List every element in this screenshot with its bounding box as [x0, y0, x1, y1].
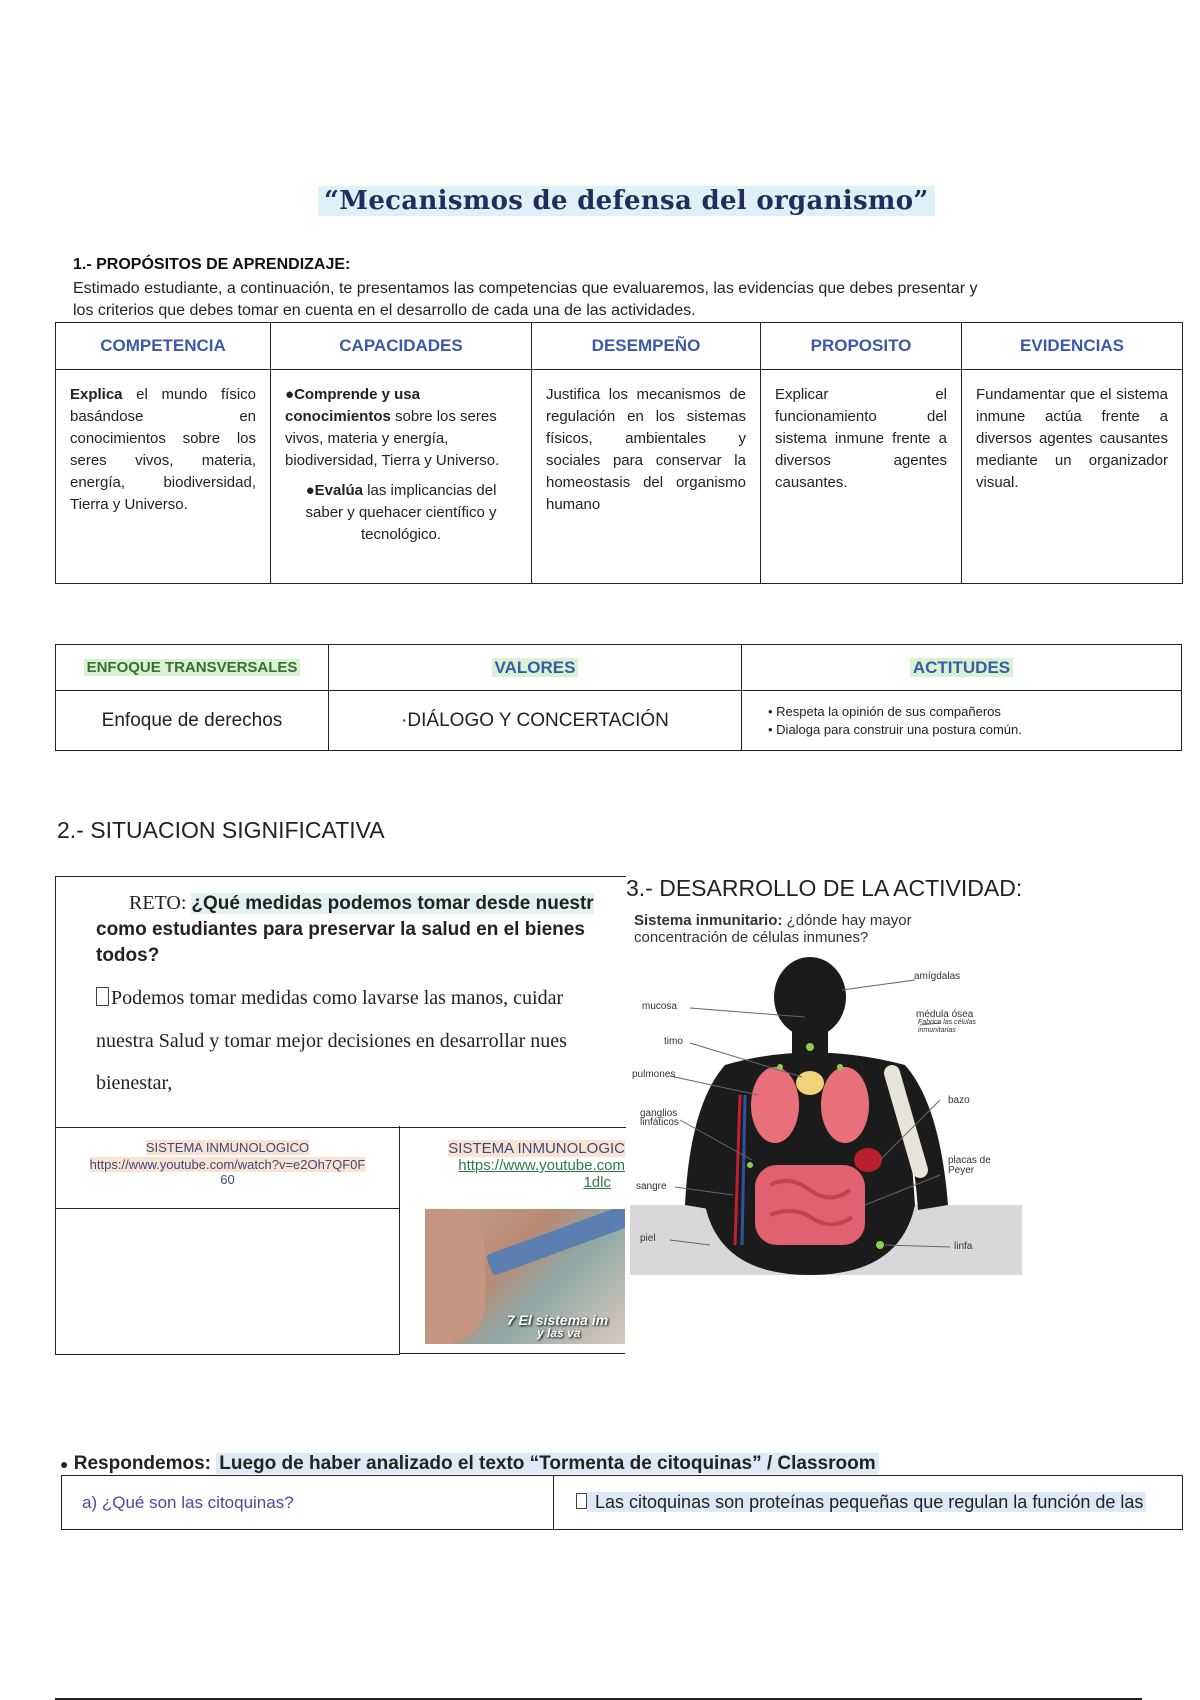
header-enfoque	[56, 645, 329, 691]
reto-answer-2: nuestra Salud y tomar mejor decisiones en desarrollar nues	[96, 1030, 567, 1052]
cell-capacidades	[271, 370, 532, 584]
label-medula: médula ósea	[916, 1009, 974, 1020]
header-capacidades	[271, 323, 532, 370]
header-evidencias-label: EVIDENCIAS	[1020, 336, 1124, 355]
enfoque-table	[55, 644, 1182, 751]
capacidad-1: ●Comprende y usa conocimientos sobre los seres vivos, materia y energía, biodiversidad, Tierra y Universo.	[285, 386, 500, 469]
label-mucosa: mucosa	[642, 1001, 678, 1012]
diagram-title-bold: Sistema inmunitario:	[634, 912, 783, 929]
video-left-empty-cell	[55, 1208, 400, 1355]
reto-answer-1: Podemos tomar medidas como lavarse las manos, cuidar	[111, 987, 564, 1009]
desempeno-text: Justifica los mecanismos de regulación en los sistemas físicos, ambientales y sociales para conservar la homeostasis del organismo humano	[546, 386, 746, 513]
label-ganglios-2: linfáticos	[640, 1117, 679, 1128]
spleen-shape	[854, 1148, 882, 1172]
video-thumbnail[interactable]	[425, 1209, 625, 1344]
capacidad-2-text: las implicancias del saber y quehacer científico y tecnológico.	[305, 482, 497, 543]
section2-heading: 2.- SITUACION SIGNIFICATIVA	[57, 817, 385, 843]
label-timo: timo	[664, 1036, 683, 1047]
section1-heading: 1.- PROPÓSITOS DE APRENDIZAJE:	[73, 256, 351, 273]
immune-system-diagram	[630, 955, 1022, 1275]
label-amigdalas: amígdalas	[914, 971, 961, 982]
lymph-node-3	[837, 1064, 843, 1070]
reto-answer-line1	[96, 987, 563, 1010]
label-sangre: sangre	[636, 1181, 667, 1192]
cell-competencia	[56, 370, 271, 584]
header-proposito	[761, 323, 962, 370]
label-placas-2: Peyer	[948, 1165, 975, 1176]
reto-question-3: todos?	[96, 945, 160, 966]
thumbnail-caption-2: y las va	[537, 1326, 581, 1340]
proposito-text: Explicar el funcionamiento del sistema inmune frente a diversos agentes causantes.	[775, 386, 947, 491]
header-proposito-label: PROPOSITO	[810, 336, 912, 355]
reto-box	[55, 876, 626, 1128]
left-lung-shape	[751, 1067, 799, 1143]
cell-valores	[329, 691, 742, 751]
lymph-node-2	[777, 1064, 783, 1070]
actitud-1: • Respeta la opinión de sus compañeros	[768, 703, 1001, 719]
label-pulmones: pulmones	[632, 1069, 676, 1080]
respondemos-text: Luego de haber analizado el texto “Tormenta de citoquinas” / Classroom	[216, 1453, 878, 1474]
diagram-title	[634, 912, 1044, 946]
respondemos-label: Respondemos:	[73, 1453, 217, 1474]
thumbnail-finger	[425, 1209, 485, 1344]
cell-actitudes	[742, 691, 1182, 751]
valores-text: ·DIÁLOGO Y CONCERTACIÓN	[401, 709, 669, 731]
reto-label: RETO:	[129, 892, 192, 914]
capacidad-1-text: sobre los seres vivos, materia y energía, biodiversidad, Tierra y Universo.	[285, 408, 500, 469]
actitud-2: • Dialoga para construir una postura común.	[768, 721, 1022, 737]
header-capacidades-label: CAPACIDADES	[339, 336, 463, 355]
answer-glyph-icon	[576, 1493, 587, 1509]
lymph-node-1	[806, 1043, 814, 1051]
intestine-shape	[755, 1165, 865, 1245]
right-lung-shape	[821, 1067, 869, 1143]
header-actitudes-label: ACTITUDES	[910, 658, 1013, 677]
thymus-shape	[796, 1071, 824, 1095]
video-right-title: SISTEMA INMUNOLOGIC	[448, 1140, 625, 1157]
label-placas-1: placas de	[948, 1155, 991, 1166]
bullet-icon: ●	[60, 1456, 69, 1472]
header-competencia	[56, 323, 271, 370]
video-right-url[interactable]: https://www.youtube.com	[458, 1157, 625, 1174]
section3-heading: 3.- DESARROLLO DE LA ACTIVIDAD:	[626, 875, 1023, 901]
lymph-node-5	[876, 1241, 884, 1249]
question-a-text: a) ¿Qué son las citoquinas?	[82, 1492, 294, 1512]
cell-enfoque	[56, 691, 329, 751]
video-right-url-2[interactable]: 1dlc	[583, 1174, 611, 1191]
header-desempeno-label: DESEMPEÑO	[591, 336, 701, 355]
competencia-bold: Explica	[70, 386, 123, 403]
enfoque-text: Enfoque de derechos	[101, 709, 283, 731]
reto-question-1: ¿Qué medidas podemos tomar desde nuestr	[191, 893, 594, 914]
reto-answer-3: bienestar,	[96, 1072, 173, 1094]
page-title: “Mecanismos de defensa del organismo”	[318, 186, 935, 216]
section1-intro	[73, 278, 1133, 322]
header-enfoque-label: ENFOQUE TRANSVERSALES	[84, 659, 301, 676]
respuestas-table	[61, 1475, 1183, 1530]
label-medula-sub2: inmunitarias	[918, 1027, 956, 1034]
header-actitudes	[742, 645, 1182, 691]
cell-proposito	[761, 370, 962, 584]
cell-question-a	[62, 1476, 554, 1530]
intro-line-2: los criterios que debes tomar en cuenta en el desarrollo de cada una de las actividades.	[73, 302, 696, 319]
label-bazo: bazo	[948, 1095, 970, 1106]
label-medula-sub1: Fabrica las células	[918, 1019, 976, 1026]
cell-answer-a[interactable]	[554, 1476, 1183, 1530]
lymph-node-4	[747, 1162, 753, 1168]
video-left-box	[55, 1126, 400, 1209]
competencias-table	[55, 322, 1183, 584]
reto-question-line1	[129, 892, 594, 915]
header-valores-label: VALORES	[492, 658, 579, 677]
label-piel: piel	[640, 1233, 656, 1244]
reto-question-2: como estudiantes para preservar la salud en el bienes	[96, 919, 585, 940]
video-left-title: SISTEMA INMUNOLOGICO	[145, 1140, 310, 1155]
video-left-url[interactable]: https://www.youtube.com/watch?v=e2Oh7QF0F	[89, 1157, 366, 1172]
video-left-url-2[interactable]: 60	[220, 1172, 235, 1187]
thumbnail-caption-1: 7 El sistema im	[507, 1312, 609, 1328]
body-silhouette-icon	[630, 955, 1022, 1275]
label-ganglios-1: ganglios	[640, 1108, 678, 1119]
label-linfa: linfa	[954, 1241, 973, 1252]
header-competencia-label: COMPETENCIA	[100, 336, 226, 355]
syringe-icon	[486, 1209, 625, 1276]
competencia-text: el mundo físico basándose en conocimientos sobre los seres vivos, materia, energía, biodiversidad, Tierra y Universo.	[70, 386, 256, 513]
bottom-divider	[55, 1698, 1142, 1700]
cell-desempeno	[532, 370, 761, 584]
diagram-title-rest: ¿dónde hay mayor	[782, 912, 912, 929]
header-evidencias	[962, 323, 1183, 370]
header-desempeno	[532, 323, 761, 370]
respondemos-line	[60, 1453, 879, 1475]
header-valores	[329, 645, 742, 691]
capacidad-2-bold: Evalúa	[314, 482, 364, 499]
cell-evidencias	[962, 370, 1183, 584]
placeholder-glyph-icon	[96, 987, 109, 1006]
video-right-box	[399, 1126, 625, 1354]
answer-a-text: Las citoquinas son proteínas pequeñas que regulan la función de las	[587, 1492, 1146, 1512]
evidencias-text: Fundamentar que el sistema inmune actúa frente a diversos agentes causantes mediante un organizador visual.	[976, 386, 1168, 491]
diagram-title-line2: concentración de células inmunes?	[634, 929, 869, 946]
capacidad-1-bold: Comprende y usa conocimientos	[285, 386, 420, 425]
capacidad-2: ●Evalúa las implicancias del saber y quehacer científico y tecnológico.	[305, 482, 497, 543]
intro-line-1: Estimado estudiante, a continuación, te presentamos las competencias que evaluaremos, las evidencias que debes presentar y	[73, 280, 978, 297]
